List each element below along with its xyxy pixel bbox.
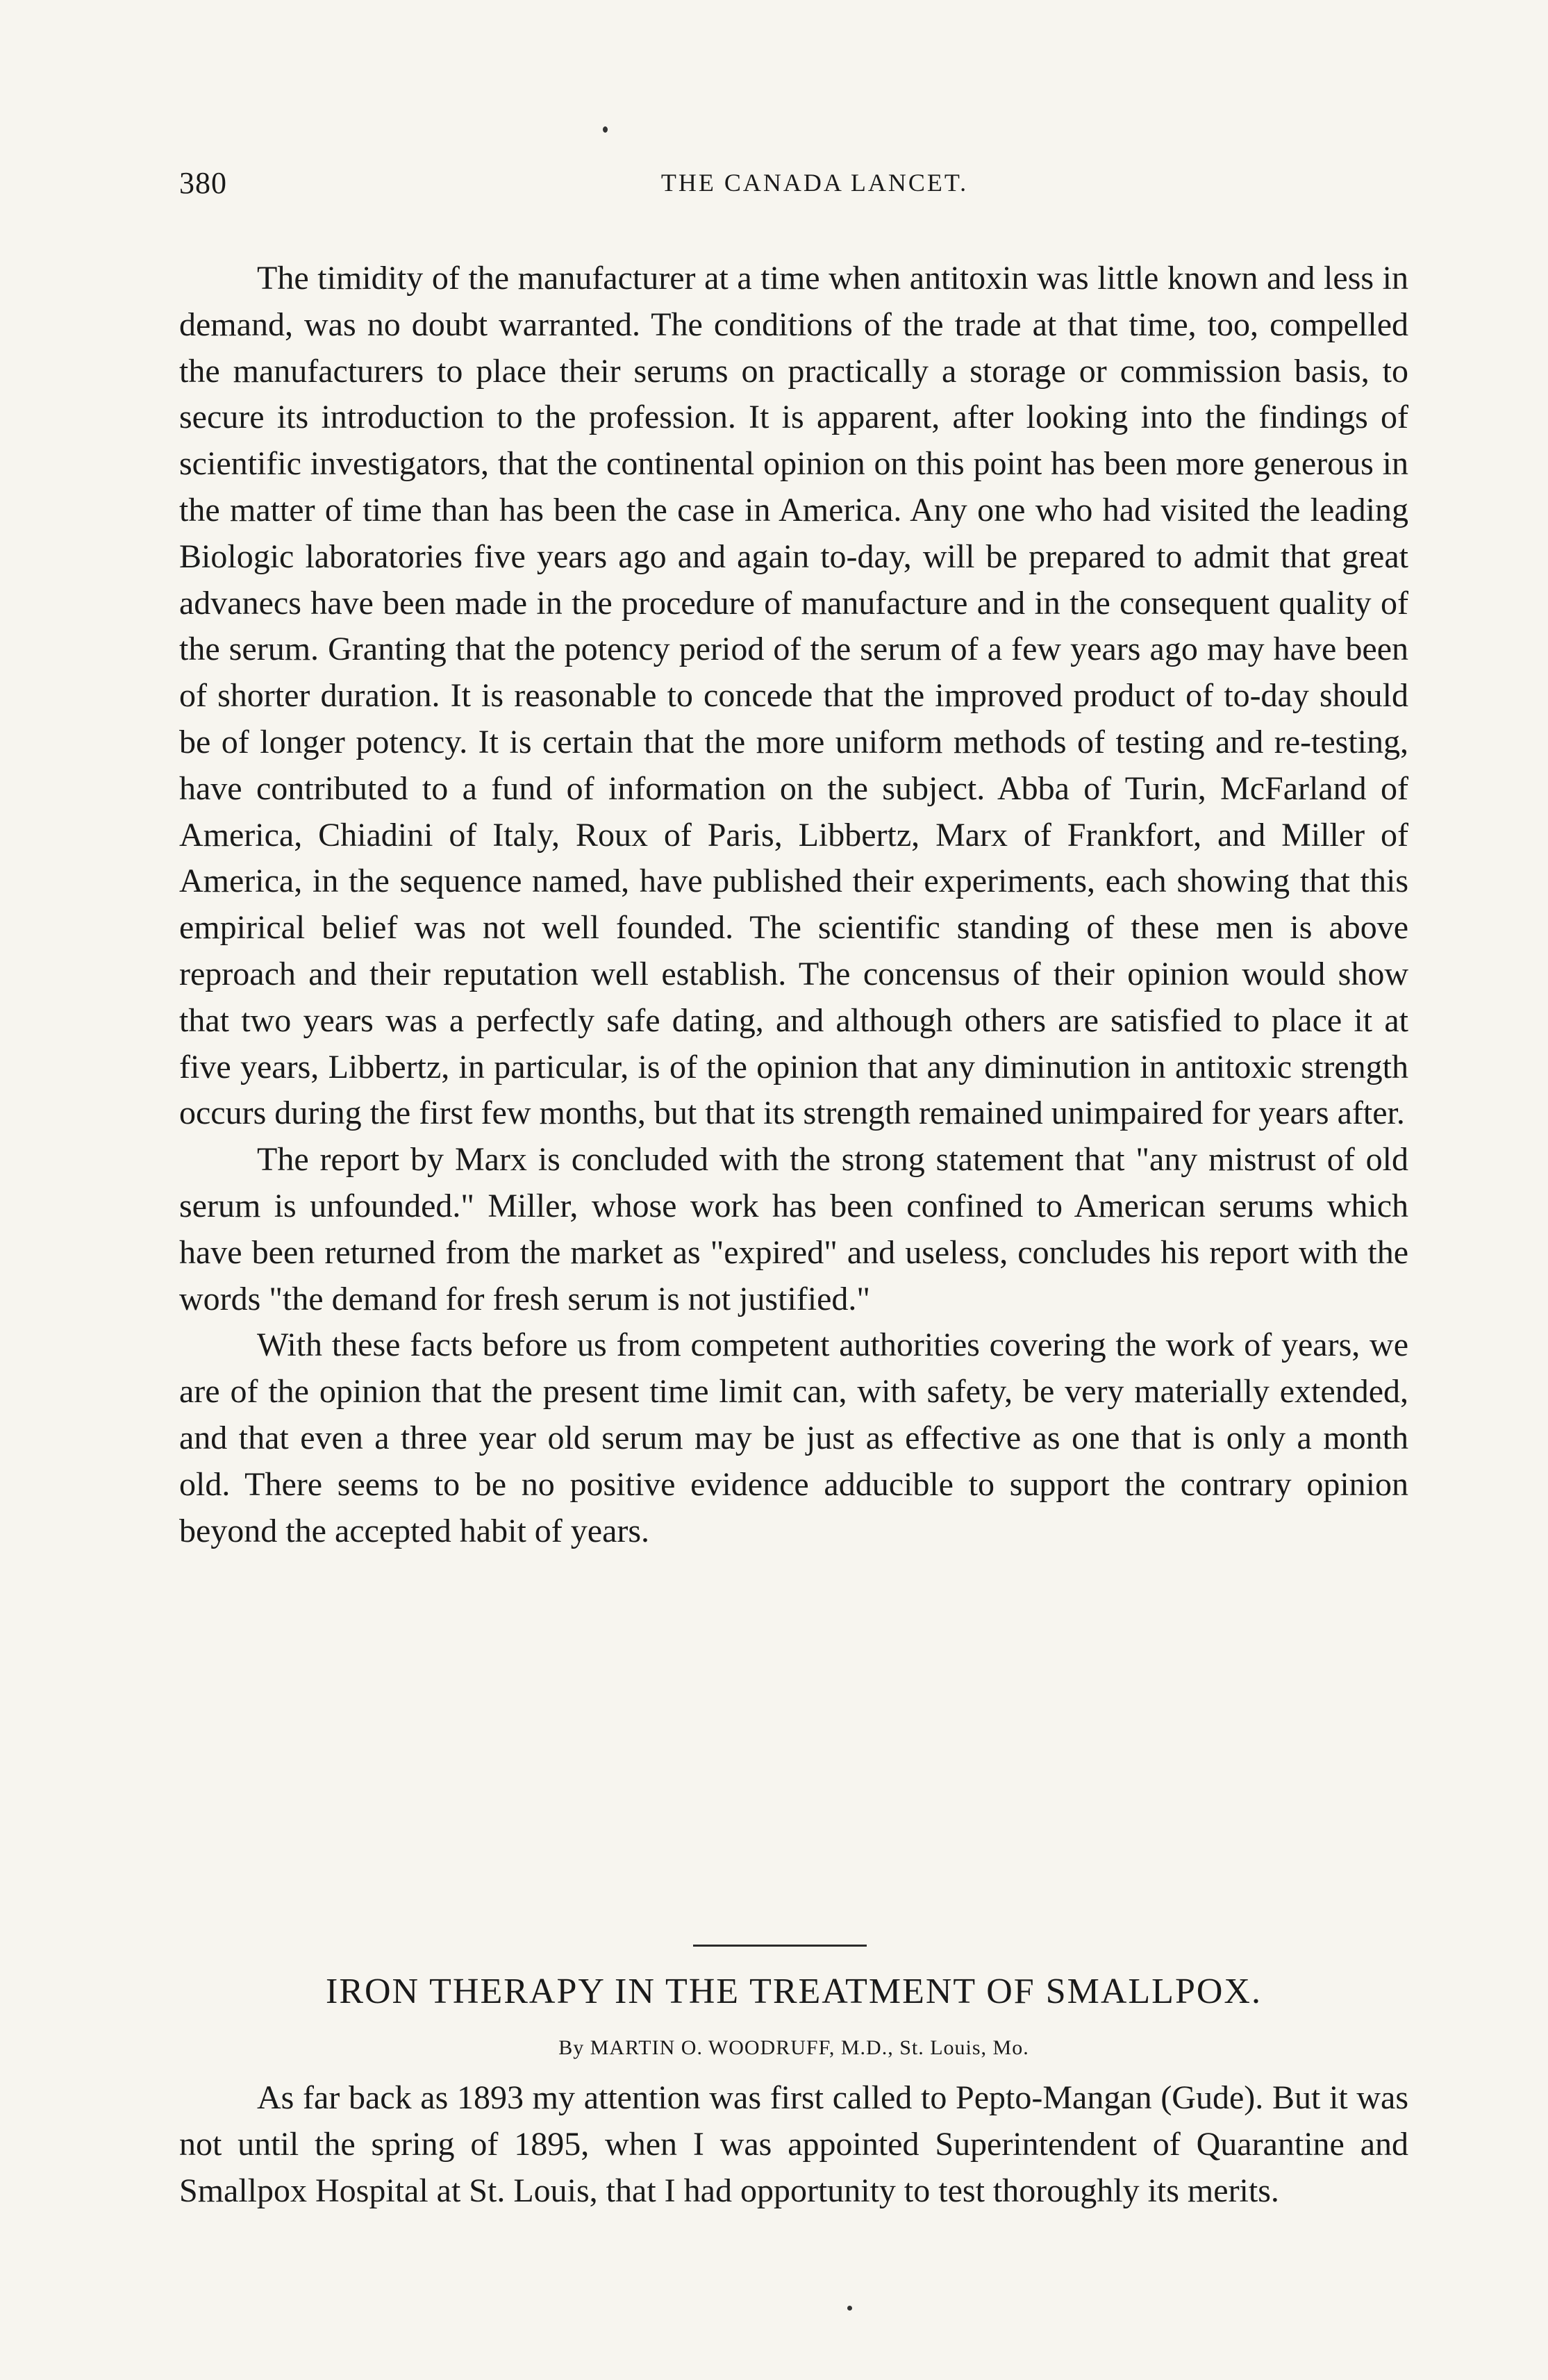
running-head: THE CANADA LANCET. [660,169,969,197]
page-header [179,165,1408,221]
ink-speck [603,126,608,133]
article-title: IRON THERAPY IN THE TREATMENT OF SMALLPOX. [326,1972,1262,2011]
body-text [179,256,1408,1554]
body-paragraph: With these facts before us from competent authorities covering the work of years, we are of the opinion that the present time limit can, with safety, be very materially extended, and that even a three year old serum may be just as effective as one that is only a month old. There seems to be no positive evidence adducible to support the contrary opinion beyond the accepted habit of years. [179,1326,1408,1549]
page-number: 380 [179,166,227,200]
body-paragraph: The report by Marx is concluded with the strong statement that "any mistrust of old serum is unfounded." Miller, whose work has been confined to American serums which have been returned from the market as "expired" and useless, concludes his report with the words "the demand for fresh serum is not justified." [179,1141,1408,1317]
article-text [179,2075,1408,2214]
ink-speck [847,2306,852,2311]
article-paragraph: As far back as 1893 my attention was first called to Pepto-Mangan (Gude). But it was not until the spring of 1895, when I was appointed Superintendent of Quarantine and Smallpox Hospital at St. Louis, that I had opportunity to test thoroughly its merits. [179,2079,1408,2209]
section-divider [693,1945,867,1947]
article-byline: By MARTIN O. WOODRUFF, M.D., St. Louis, Mo. [558,2036,1029,2059]
body-paragraph: The timidity of the manufacturer at a time when antitoxin was little known and less in demand, was no doubt warranted. The conditions of the trade at that time, too, compelled the manufacturers to place their serums on practically a storage or commission basis, to secure its introduction to the profession. It is apparent, after looking into the findings of scientific investigators, that the continental opinion on this point has been more generous in the matter of time than has been the case in America. Any one who had visited the leading Biologic laboratories five years ago and again to-day, will be prepared to admit that great advanecs have been made in the procedure of manufacture and in the consequent quality of the serum. Granting that the potency period of the serum of a few years ago may have been of shorter duration. It is reasonable to concede that the improved product of to-day should be of longer potency. It is certain that the more uniform methods of testing and re-testing, have contributed to a fund of information on the subject. Abba of Turin, McFarland of America, Chiadini of Italy, Roux of Paris, Libbertz, Marx of Frankfort, and Miller of America, in the sequence named, have published their experiments, each showing that this empirical belief was not well founded. The scientific standing of these men is above reproach and their reputation well establish. The concensus of their opinion would show that two years was a perfectly safe dating, and although others are satisfied to place it at five years, Libbertz, in particular, is of the opinion that any diminution in antitoxic strength occurs during the first few months, but that its strength remained unimpaired for years after. [179,260,1408,1132]
